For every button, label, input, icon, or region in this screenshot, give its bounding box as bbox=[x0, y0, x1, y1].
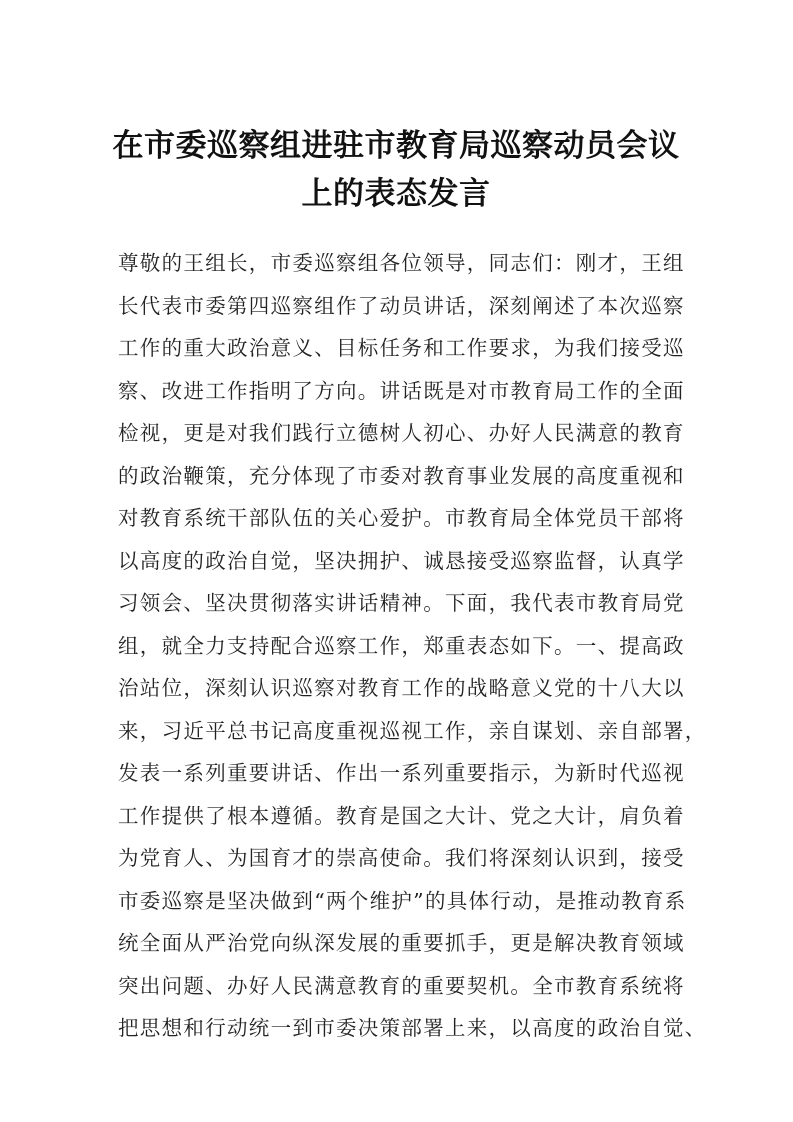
body-line: 市委巡察是坚决做到“两个维护”的具体行动，是推动教育系 bbox=[118, 888, 687, 913]
body-line: 治站位，深刻认识巡察对教育工作的战略意义党的十八大以 bbox=[118, 676, 685, 700]
body-line: 工作提供了根本遵循。教育是国之大计、党之大计，肩负着 bbox=[118, 803, 685, 828]
document-title-line-2: 上的表态发言 bbox=[301, 176, 491, 212]
body-line: 突出问题、办好人民满意教育的重要契机。全市教育系统将 bbox=[118, 973, 685, 998]
body-line: 工作的重大政治意义、目标任务和工作要求，为我们接受巡 bbox=[118, 336, 685, 360]
body-line: 习领会、坚决贯彻落实讲话精神。下面，我代表市教育局党 bbox=[118, 591, 685, 615]
body-line: 长代表市委第四巡察组作了动员讲话，深刻阐述了本次巡察 bbox=[118, 293, 685, 318]
body-line: 把思想和行动统一到市委决策部署上来，以高度的政治自觉、 bbox=[118, 1016, 707, 1040]
body-line: 为党育人、为国育才的崇高使命。我们将深刻认识到，接受 bbox=[118, 846, 685, 870]
document-title-line-1: 在市委巡察组进驻市教育局巡察动员会议 bbox=[112, 128, 680, 164]
body-line: 发表一系列重要讲话、作出一系列重要指示，为新时代巡视 bbox=[118, 761, 685, 785]
body-line: 的政治鞭策，充分体现了市委对教育事业发展的高度重视和 bbox=[118, 463, 685, 488]
body-line: 检视，更是对我们践行立德树人初心、办好人民满意的教育 bbox=[118, 421, 685, 445]
body-line: 以高度的政治自觉，坚决拥护、诚恳接受巡察监督，认真学 bbox=[118, 548, 685, 573]
body-line: 组，就全力支持配合巡察工作，郑重表态如下。一、提高政 bbox=[118, 633, 685, 658]
document-body bbox=[118, 242, 707, 1050]
body-line: 统全面从严治党向纵深发展的重要抓手，更是解决教育领域 bbox=[118, 931, 685, 955]
body-line: 来，习近平总书记高度重视巡视工作，亲自谋划、亲自部署， bbox=[118, 718, 707, 743]
body-line: 对教育系统干部队伍的关心爱护。市教育局全体党员干部将 bbox=[118, 506, 685, 530]
body-line: 尊敬的王组长，市委巡察组各位领导，同志们：刚才，王组 bbox=[118, 251, 685, 275]
body-line: 察、改进工作指明了方向。讲话既是对市教育局工作的全面 bbox=[118, 378, 685, 403]
